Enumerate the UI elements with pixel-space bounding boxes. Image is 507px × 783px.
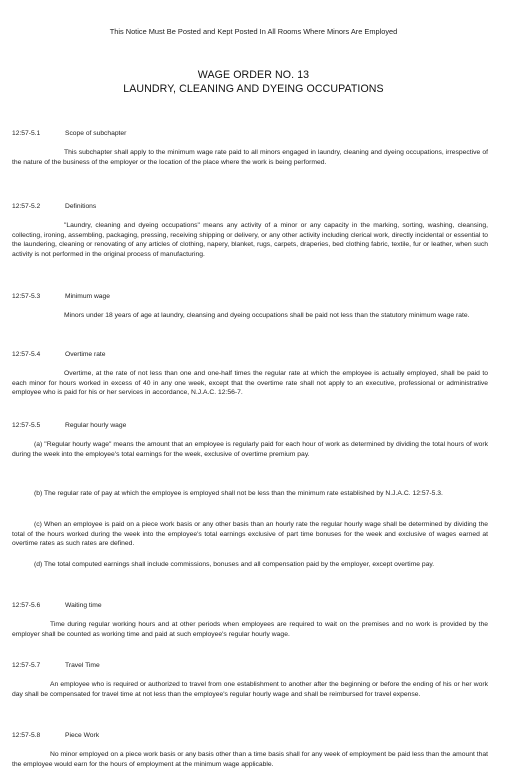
section-scope xyxy=(12,129,488,167)
wage-order-title: WAGE ORDER NO. 13 xyxy=(197,69,310,81)
section-title: Minimum wage xyxy=(65,293,110,300)
section-regular-hourly-wage xyxy=(12,421,488,430)
section-number: 12:57-5.2 xyxy=(12,203,41,210)
section-number: 12:57-5.5 xyxy=(12,422,41,429)
section-title: Overtime rate xyxy=(65,351,106,358)
posting-notice: This Notice Must Be Posted and Kept Posted In All Rooms Where Minors Are Employed xyxy=(109,27,398,36)
section-piece-work xyxy=(12,731,488,769)
section-title: Scope of subchapter xyxy=(65,130,127,137)
section-number: 12:57-5.1 xyxy=(12,130,41,137)
section-overtime-rate xyxy=(12,350,488,398)
section-title: Waiting time xyxy=(65,602,102,609)
section-text: No minor employed on a piece work basis or any basis other than a time basis shall for any week of employment be paid less than the amount that the employee would earn for the hours of employment at the minimum wage applicable. xyxy=(12,751,488,768)
section-number: 12:57-5.7 xyxy=(12,662,41,669)
section-title: Definitions xyxy=(65,203,97,210)
section-text: Minors under 18 years of age at laundry, cleansing and dyeing occupations shall be paid not less than the statutory minimum wage rate. xyxy=(64,312,470,319)
section-heading xyxy=(12,661,488,670)
paragraph-b: (b) The regular rate of pay at which the employee is employed shall not be less than the minimum rate established by N.J.A.C. 12:57-5.3. xyxy=(34,490,443,497)
section-title: Travel Time xyxy=(65,662,100,669)
section-number: 12:57-5.8 xyxy=(12,732,41,739)
paragraph-d: (d) The total computed earnings shall include commissions, bonuses and all compensation paid by the employer, except overtime pay. xyxy=(34,561,435,568)
section-waiting-time xyxy=(12,601,488,639)
paragraph-c: (c) When an employee is paid on a piece work basis or any other basis than an hourly rate the regular hourly wage shall be determined by dividing the total of the hours worked during the week into the employee's total earnings exclusive of part time bonuses for the week and exclusive of wages earned at overtime rates as such rates are defined. xyxy=(12,521,488,547)
section-number: 12:57-5.6 xyxy=(12,602,41,609)
section-minimum-wage xyxy=(12,292,488,321)
section-text: "Laundry, cleaning and dyeing occupations" means any activity of a minor or any capacity in the marking, sorting, washing, cleansing, collecting, ironing, assembling, packaging, pressing, receiving shipping or delivery, or any other activity including clerical work, directly incidental or essential to the laundering, cleaning or renovating of any articles of clothing, napery, blanket, rugs, carpets, draperies, bed clothing fabric, textile, fur or leather, when such activity is not performed in the original process of manufacturing. xyxy=(12,222,488,258)
section-heading xyxy=(12,731,488,740)
section-number: 12:57-5.3 xyxy=(12,293,41,300)
section-definitions xyxy=(12,202,488,259)
section-heading xyxy=(12,421,488,430)
section-text: This subchapter shall apply to the minimum wage rate paid to all minors engaged in laundry, cleaning and dyeing occupations, irrespective of the nature of the business of the employer or the location of the place where the work is being performed. xyxy=(12,149,488,166)
section-heading xyxy=(12,202,488,211)
section-travel-time xyxy=(12,661,488,699)
section-text: An employee who is required or authorized to travel from one establishment to another after the beginning or before the ending of his or her work day shall be compensated for travel time at not less than the employee's regular hourly wage and shall be reimbursed for travel expense. xyxy=(12,681,488,698)
section-heading xyxy=(12,292,488,301)
section-number: 12:57-5.4 xyxy=(12,351,41,358)
section-heading xyxy=(12,350,488,359)
section-title: Piece Work xyxy=(65,732,100,739)
section-heading xyxy=(12,601,488,610)
section-text: Overtime, at the rate of not less than one and one-half times the regular rate at which the employee is actually employed, shall be paid to each minor for hours worked in excess of 40 in any one week, except that the overtime rate shall not apply to an executive, professional or administrative employee who is paid for his or her services in accordance, N.J.A.C. 12:56-7. xyxy=(12,370,488,396)
section-text: Time during regular working hours and at other periods when employees are required to wait on the premises and no work is provided by the employer shall be counted as working time and paid at such employee's regular hourly wage. xyxy=(12,621,488,638)
wage-order-subtitle: LAUNDRY, CLEANING AND DYEING OCCUPATIONS xyxy=(123,83,384,95)
section-heading xyxy=(12,129,488,138)
paragraph-a: (a) "Regular hourly wage" means the amount that an employee is regularly paid for each hour of work as determined by dividing the total hours of work during the week into the employee's total earnings for the week, exclusive of overtime premium pay. xyxy=(12,441,488,458)
section-title: Regular hourly wage xyxy=(65,422,127,429)
